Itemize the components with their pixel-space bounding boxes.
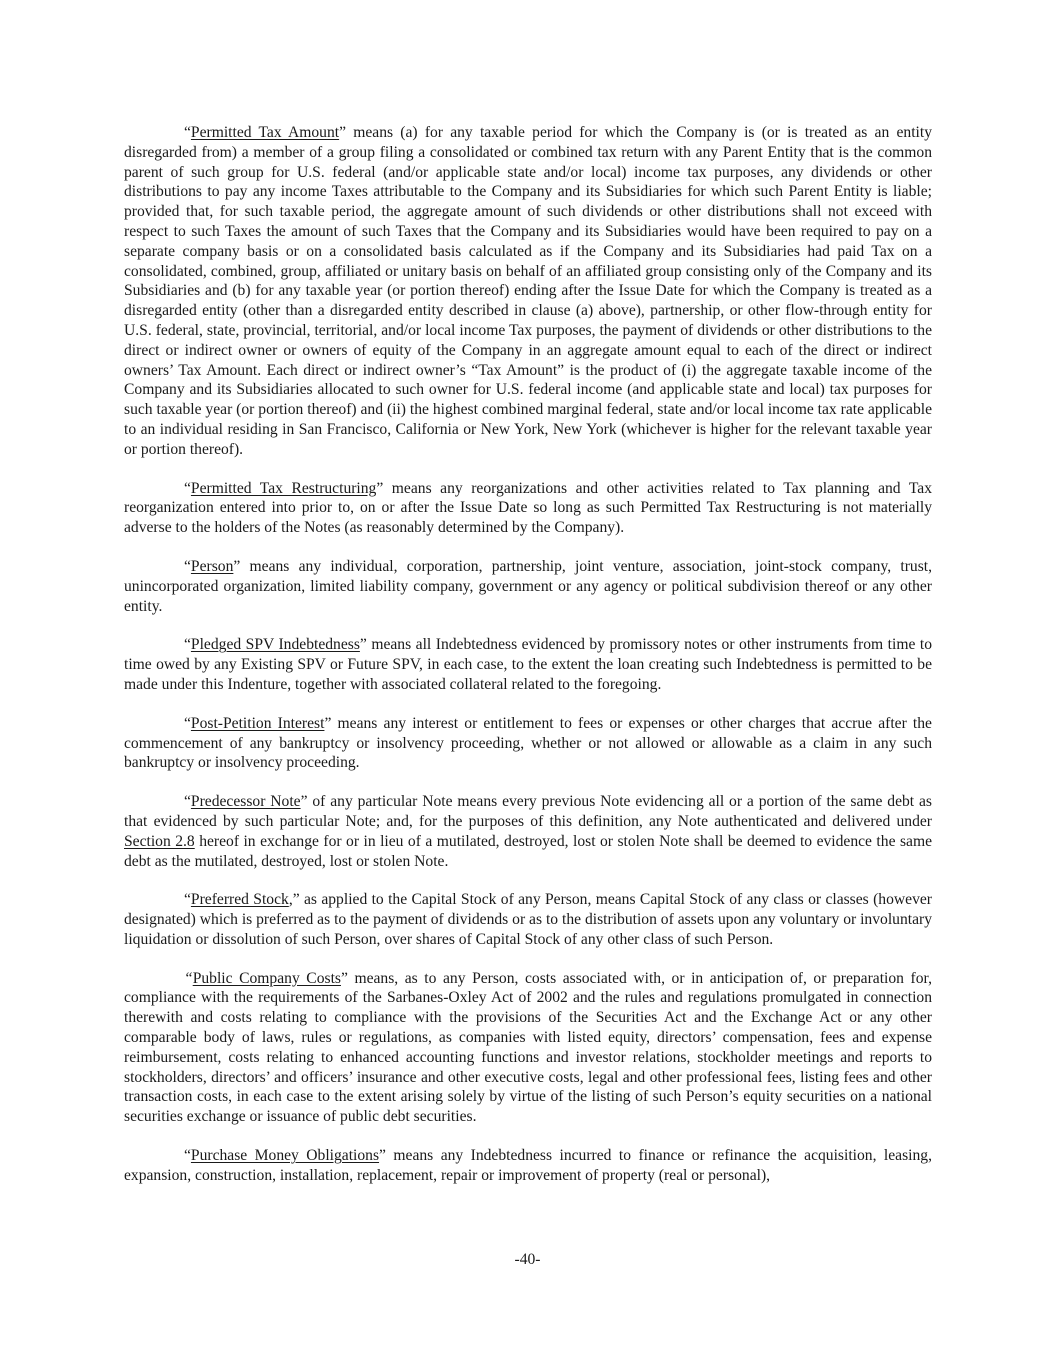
defined-term: Person bbox=[190, 557, 234, 575]
defined-term: Permitted Tax Amount bbox=[190, 124, 340, 141]
definition-person bbox=[124, 557, 932, 616]
defined-term: Public Company Costs bbox=[192, 969, 341, 987]
defined-term: Predecessor Note bbox=[190, 793, 301, 811]
open-quote: “ bbox=[184, 479, 191, 497]
open-quote: “ bbox=[184, 793, 191, 811]
document-body bbox=[124, 123, 932, 1205]
defined-term: Pledged SPV Indebtedness bbox=[190, 636, 360, 654]
definition-text: ” means any Indebtedness incurred to finance or refinance the acquisition, leasing, expansion, construction, installation, replacement, repair or improvement of property (real or personal), bbox=[124, 1147, 932, 1184]
defined-term: Purchase Money Obligations bbox=[190, 1147, 380, 1165]
open-quote: “ bbox=[184, 1147, 191, 1165]
definition-text: ” means, as to any Person, costs associated with, or in anticipation of, or preparation for, compliance with the requirements of the Sarbanes-Oxley Act of 2002 and the rules and regulations promulgated in connection therewith and costs relating to compliance with the provisions of the Securities Act and the Exchange Act or any other comparable body of laws, rules or regulations, as companies with listed equity, directors’ compensation, fees and expense reimbursement, costs relating to enhanced accounting functions and investor relations, stockholder meetings and reports to stockholders, directors’ and officers’ insurance and other executive costs, legal and other professional fees, listing fees and other transaction costs, in each case to the extent arising solely by virtue of the listing of such Person’s equity securities on a national securities exchange or issuance of public debt securities. bbox=[124, 969, 932, 1126]
open-quote: “ bbox=[184, 124, 191, 141]
definition-pledged-spv-indebtedness bbox=[124, 635, 932, 694]
definition-text: ” of any particular Note means every previous Note evidencing all or a portion of the same debt as that evidenced by such particular Note; and, for the purposes of this definition, any Note authenticated and delivered under bbox=[124, 793, 932, 830]
definition-text-continued: hereof in exchange for or in lieu of a mutilated, destroyed, lost or stolen Note shall be deemed to evidence the same debt as the mutilated, destroyed, lost or stolen Note. bbox=[124, 832, 932, 870]
definition-public-company-costs bbox=[124, 969, 932, 1127]
open-quote: “ bbox=[184, 557, 191, 575]
open-quote: “ bbox=[184, 969, 193, 987]
definition-text: ” means any interest or entitlement to fees or expenses or other charges that accrue after the commencement of any bankruptcy or insolvency proceeding, whether or not allowed or allowable as a claim in any such bankruptcy or insolvency proceeding. bbox=[124, 714, 932, 772]
open-quote: “ bbox=[184, 636, 191, 654]
definition-text: ” means any reorganizations and other activities related to Tax planning and Tax reorganization entered into prior to, on or after the Issue Date so long as such Permitted Tax Restructuring is not materially adverse to the holders of the Notes (as reasonably determined by the Company). bbox=[124, 479, 932, 537]
definition-text: ” means any individual, corporation, partnership, joint venture, association, joint-stock company, trust, unincorporated organization, limited liability company, government or any agency or political subdivision thereof or any other entity. bbox=[124, 557, 932, 615]
defined-term: Permitted Tax Restructuring bbox=[190, 479, 377, 497]
definition-permitted-tax-restructuring bbox=[124, 479, 932, 538]
definition-preferred-stock bbox=[124, 890, 932, 949]
defined-term: Post-Petition Interest bbox=[190, 714, 325, 732]
section-reference-link[interactable]: Section 2.8 bbox=[124, 832, 195, 850]
definition-predecessor-note bbox=[124, 792, 932, 871]
page-number: -40- bbox=[514, 1251, 541, 1268]
open-quote: “ bbox=[184, 891, 191, 909]
definition-text: ” means all Indebtedness evidenced by promissory notes or other instruments from time to time owed by any Existing SPV or Future SPV, in each case, to the extent the loan creating such Indebtedness is permitted to be made under this Indenture, together with associated collateral related to the foregoing. bbox=[124, 636, 932, 693]
defined-term: Preferred Stock bbox=[190, 891, 289, 909]
definition-text: ” means (a) for any taxable period for which the Company is (or is treated as an entity disregarded from) a member of a group filing a consolidated or combined tax return with any Parent Entity that is the common parent of such group for U.S. federal (and/or applicable state and/or local) income tax purposes, any dividends or other distributions to pay any income Taxes attributable to the Company and its Subsidiaries for which such Parent Entity is liable; provided that, for such taxable period, the aggregate amount of such dividends or other distributions shall not exceed with respect to such Taxes the amount of such Taxes that the Company and its Subsidiaries would have been required to pay on a separate company basis or on a consolidated basis calculated as if the Company and its Subsidiaries had paid Tax on a consolidated, combined, group, affiliated or unitary basis on behalf of an affiliated group consisting only of the Company and its Subsidiaries and (b) for any taxable year (or portion thereof) ending after the Issue Date for which the Company is treated as a disregarded entity (other than a disregarded entity described in clause (a) above), partnership, or other flow-through entity for U.S. federal, state, provincial, territorial, and/or local income Tax purposes, the payment of dividends or other distributions to the direct or indirect owner or owners of equity of the Company in an aggregate amount equal to each of the direct or indirect owners’ Tax Amount. Each direct or indirect owner’s “Tax Amount” is the product of (i) the aggregate taxable income of the Company and its Subsidiaries allocated to such owner for U.S. federal income (and applicable state and local) tax purposes for such taxable year (or portion thereof) and (ii) the highest combined marginal federal, state and/or local income tax rate applicable to an individual residing in San Francisco, California or New York, New York (whichever is higher for the relevant taxable year or portion thereof). bbox=[124, 124, 932, 458]
definition-post-petition-interest bbox=[124, 714, 932, 773]
open-quote: “ bbox=[184, 714, 191, 732]
definition-text: ,” as applied to the Capital Stock of any Person, means Capital Stock of any class or classes (however designated) which is preferred as to the payment of dividends or as to the distribution of assets upon any voluntary or involuntary liquidation or dissolution of such Person, over shares of Capital Stock of any other class of such Person. bbox=[124, 891, 932, 948]
definition-permitted-tax-amount bbox=[124, 123, 932, 460]
definition-purchase-money-obligations bbox=[124, 1146, 932, 1186]
